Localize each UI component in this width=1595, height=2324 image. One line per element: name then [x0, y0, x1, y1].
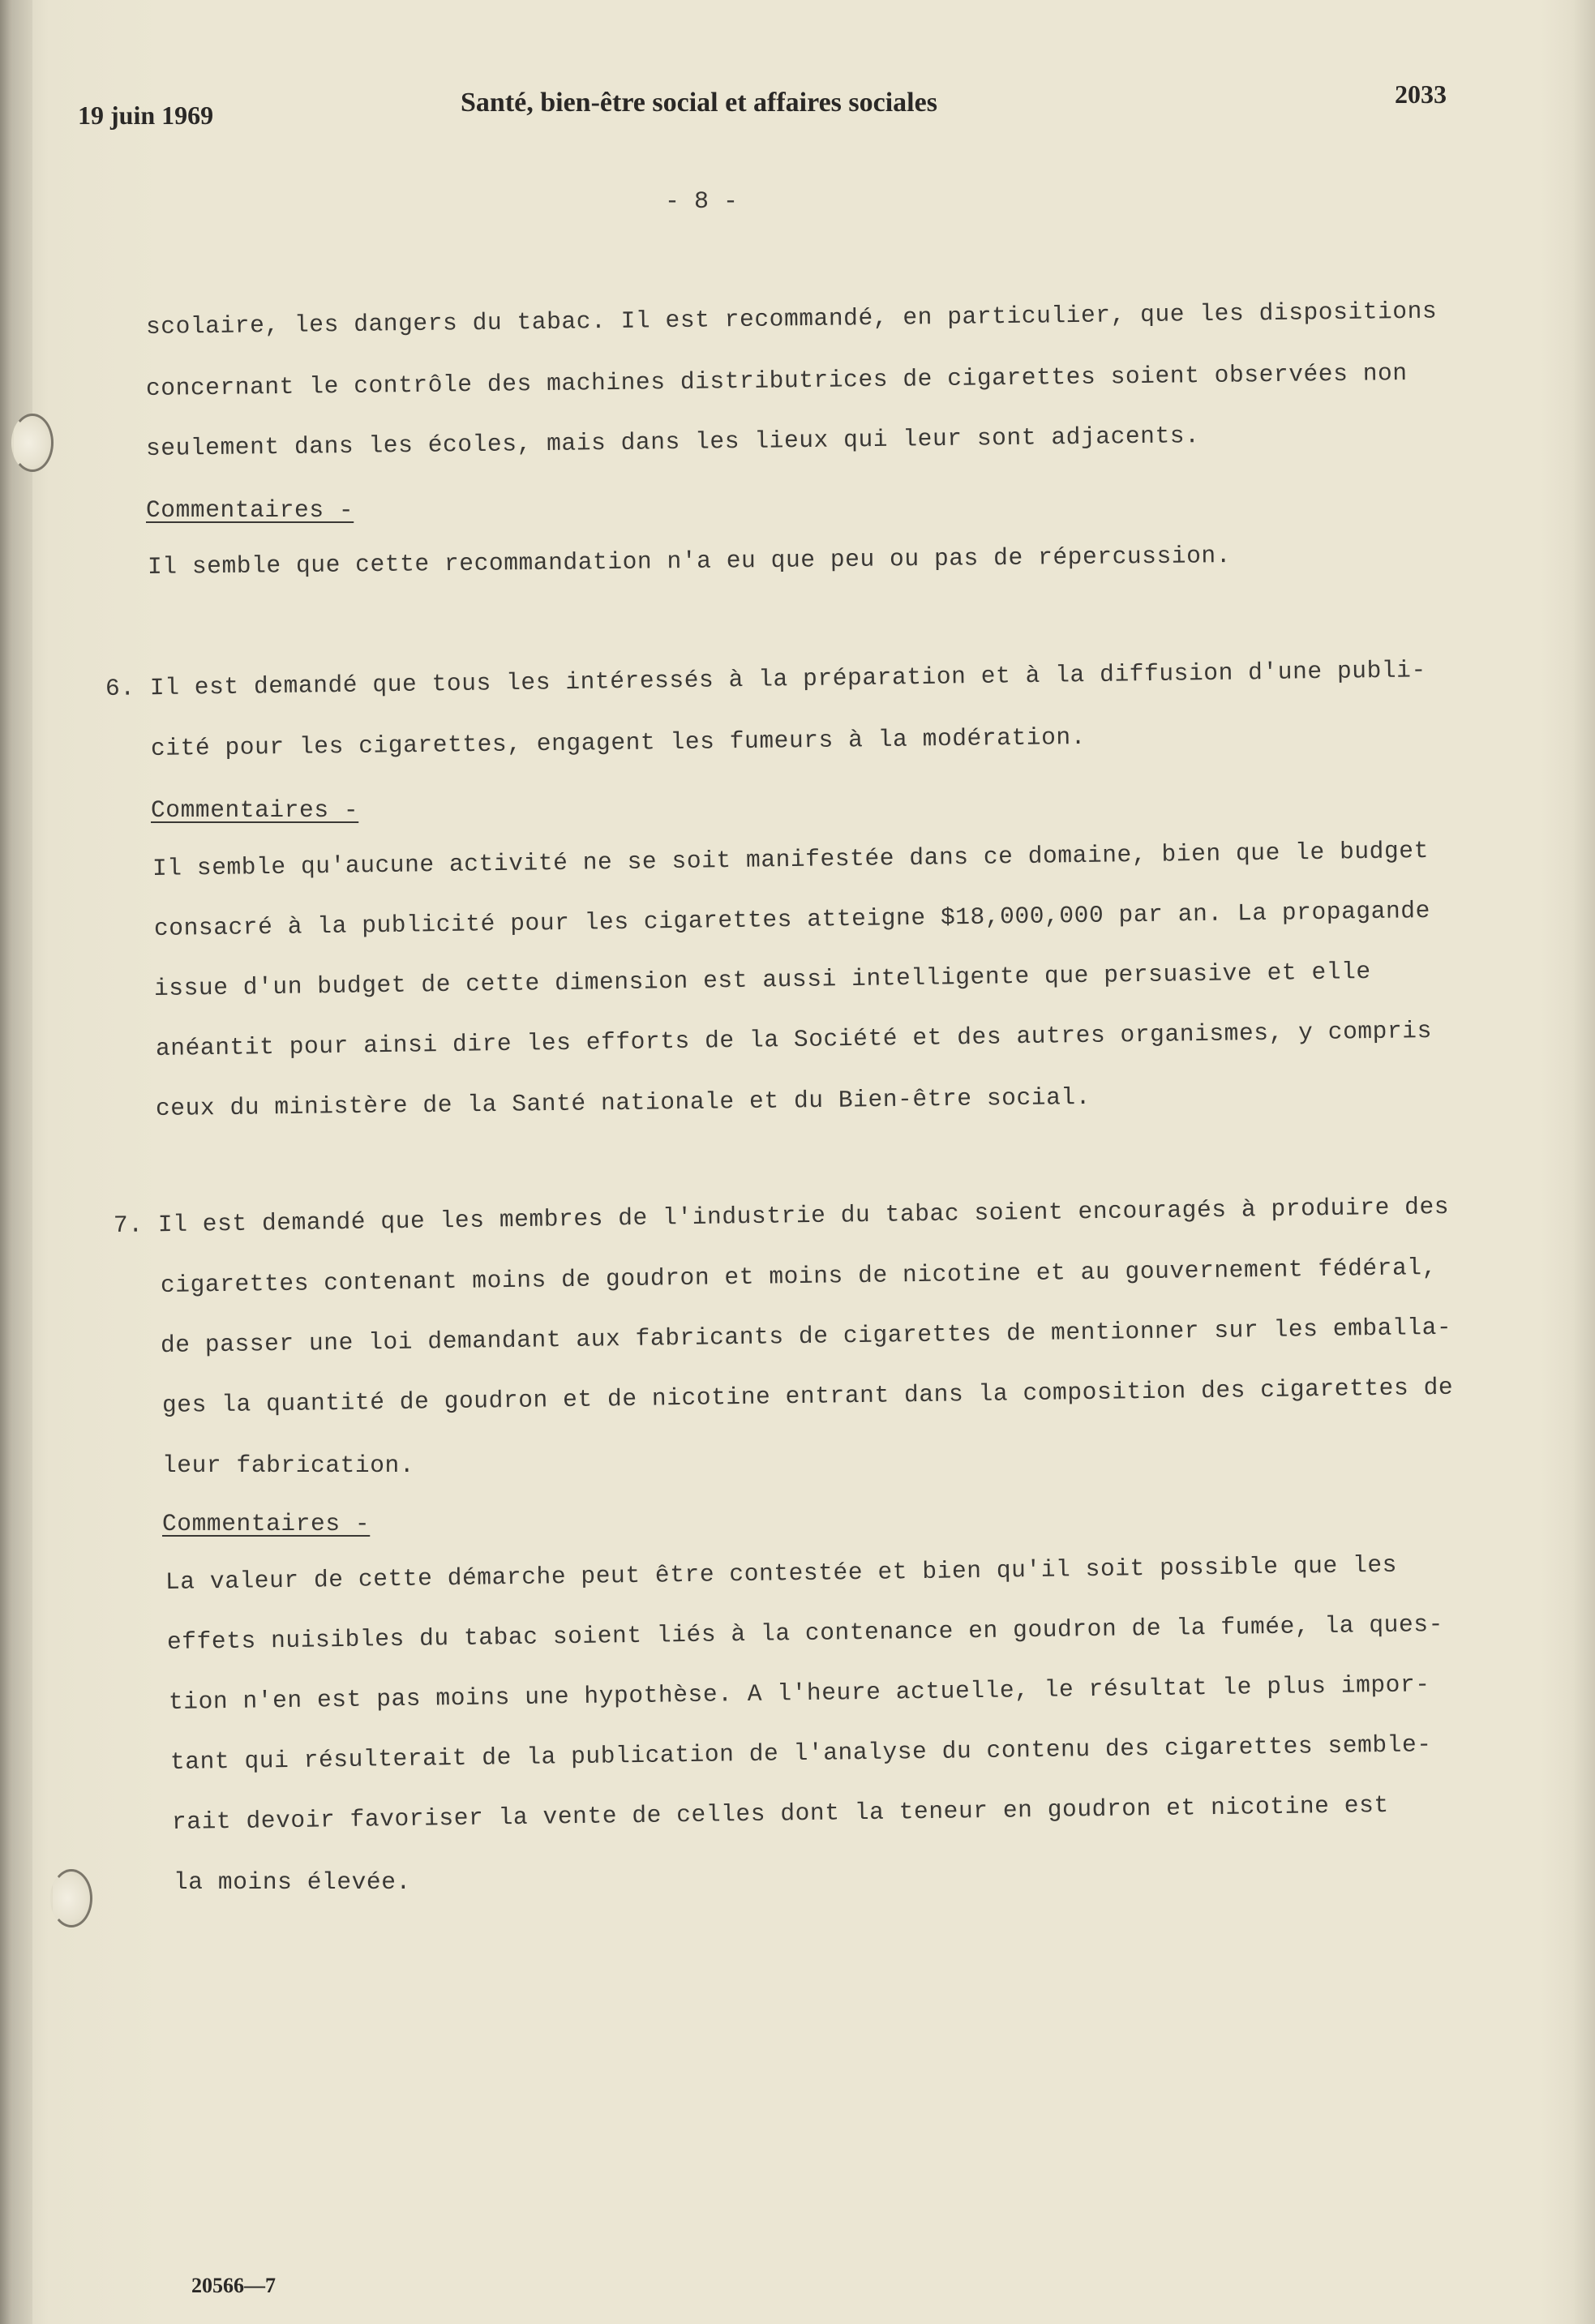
body-line: anéantit pour ainsi dire les efforts de la Société et des autres organismes, y compris: [155, 1017, 1433, 1062]
body-line: seulement dans les écoles, mais dans les lieux qui leur sont adjacents.: [145, 422, 1200, 462]
body-line: ges la quantité de goudron et de nicotine entrant dans la composition des cigarettes de: [161, 1373, 1454, 1419]
body-line: scolaire, les dangers du tabac. Il est recommandé, en particulier, que les dispositions: [145, 297, 1438, 341]
body-line: issue d'un budget de cette dimension est aussi intelligente que persuasive et elle: [153, 958, 1371, 1002]
header-date: 19 juin 1969: [78, 101, 214, 130]
body-line: effets nuisibles du tabac soient liés à la contenance en goudron de la fumée, la ques-: [166, 1610, 1444, 1656]
body-line: cité pour les cigarettes, engagent les fumeurs à la modération.: [150, 722, 1087, 762]
comment-heading: Commentaires -: [151, 796, 359, 824]
body-line: consacré à la publicité pour les cigarettes atteigne $18,000,000 par an. La propagande: [153, 897, 1431, 942]
body-line: concernant le contrôle des machines distributrices de cigarettes soient observées non: [145, 358, 1408, 402]
section-7-line: 7. Il est demandé que les membres de l'industrie du tabac soient encouragés à produire des: [113, 1193, 1450, 1239]
body-line: tant qui résulterait de la publication de l'analyse du contenu des cigarettes semble-: [169, 1730, 1432, 1776]
body-line: tion n'en est pas moins une hypothèse. A l'heure actuelle, le résultat le plus impor-: [168, 1670, 1430, 1716]
comment-heading: Commentaires -: [146, 496, 354, 524]
body-line: leur fabrication.: [162, 1451, 415, 1479]
footer-code: 20566—7: [191, 2274, 276, 2297]
body-line: la moins élevée.: [174, 1868, 411, 1896]
body-line: cigarettes contenant moins de goudron et moins de nicotine et au gouvernement fédéral,: [160, 1254, 1438, 1299]
binding-edge: [0, 0, 32, 2324]
punch-hole-bottom: [50, 1869, 92, 1927]
header-page-number: 2033: [1395, 79, 1447, 109]
header-title: Santé, bien-être social et affaires sociales: [461, 88, 937, 118]
body-line: rait devoir favoriser la vente de celles dont la teneur en goudron et nicotine est: [171, 1791, 1389, 1836]
section-6-line: 6. Il est demandé que tous les intéressés à la préparation et à la diffusion d'une publi-: [105, 656, 1427, 702]
body-line: La valeur de cette démarche peut être contestée et bien qu'il soit possible que les: [165, 1550, 1398, 1596]
punch-hole-top: [11, 414, 54, 472]
body-line: ceux du ministère de la Santé nationale et du Bien-être social.: [155, 1083, 1091, 1122]
comment-heading: Commentaires -: [162, 1510, 371, 1537]
body-line: Il semble que cette recommandation n'a eu que peu ou pas de répercussion.: [147, 542, 1232, 581]
body-line: Il semble qu'aucune activité ne se soit manifestée dans ce domaine, bien que le budget: [152, 837, 1430, 882]
body-line: de passer une loi demandant aux fabricants de cigarettes de mentionner sur les emballa-: [160, 1313, 1452, 1359]
inner-page-number: - 8 -: [665, 188, 739, 216]
